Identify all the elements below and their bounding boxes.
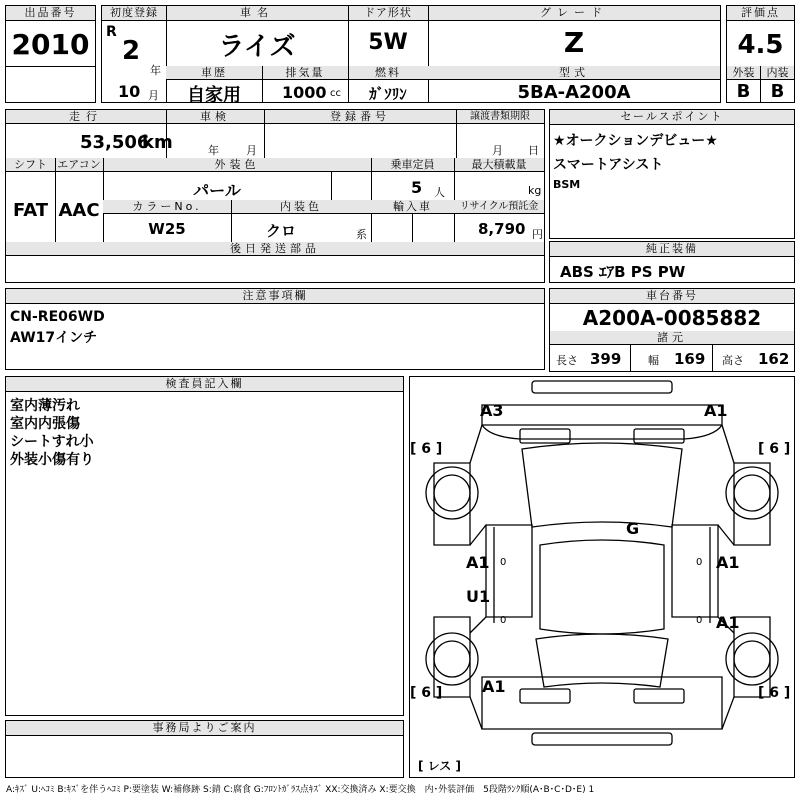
year-value: 2: [122, 36, 141, 66]
color-label: 外装色: [214, 158, 260, 171]
mark-right-front-door: A1: [716, 553, 740, 572]
fuel-value: ｶﾞｿﾘﾝ: [369, 85, 407, 103]
notes-line-1: CN-RE06WD: [10, 309, 105, 325]
svg-text:0: 0: [500, 615, 507, 626]
mark-windshield: G: [626, 519, 640, 538]
door-value: 5W: [368, 30, 408, 55]
width-value: 169: [674, 350, 706, 368]
model-value: 5BA-A200A: [517, 82, 631, 103]
detail-box: [5, 109, 545, 283]
tire-front-left: [ 6 ]: [410, 441, 443, 457]
intcolor-label: 内装色: [280, 200, 322, 213]
grade-label: グレード: [540, 6, 608, 19]
colorno-label: カラーNo.: [132, 200, 202, 213]
name-label: 車名: [240, 6, 274, 19]
later-label: 後日発送部品: [230, 242, 320, 255]
model-label: 型式: [559, 66, 589, 79]
mark-front-right: A1: [704, 401, 728, 420]
recycle-unit: 円: [532, 228, 543, 241]
displacement-unit: cc: [330, 88, 341, 99]
color-value: パール: [193, 181, 241, 200]
regno-label: 登録番号: [330, 110, 390, 123]
chassis-value: A200A-0085882: [582, 306, 762, 330]
lot-value: 2010: [11, 28, 90, 61]
legend: A:ｷｽﾞ U:ﾍｺﾐ B:ｷｽﾞを伴うﾍｺﾐ P:要塗装 W:補修跡 S:錆 C:腐食 G:ﾌﾛﾝﾄｶﾞﾗｽ点ｷｽﾞ XX:交換済み X:要交換 内･外装評価 5段階ﾗﾝｸ順(A･B･C･D･E) 1: [6, 785, 595, 795]
chassis-label: 車台番号: [550, 289, 794, 304]
notes-label: 注意事項欄: [6, 289, 544, 304]
sales-line-2: スマートアシスト: [553, 157, 664, 173]
intcolor-value: クロ: [265, 222, 296, 240]
equipment-box: [549, 241, 795, 283]
inspector-line-3: シートすれ小: [10, 434, 94, 450]
spare-tire: [ レス ]: [418, 759, 461, 773]
transfer-label: 譲渡書類期限: [470, 111, 530, 122]
door-label: ドア形状: [364, 6, 412, 19]
colorno-value: W25: [148, 220, 186, 238]
grade-value: Z: [563, 26, 585, 59]
tire-front-right: [ 6 ]: [758, 441, 791, 457]
notes-box: [5, 288, 545, 370]
exterior-label: 外装: [732, 66, 755, 79]
height-value: 162: [758, 350, 790, 368]
mileage-value: 53,506: [80, 132, 150, 153]
history-value: 自家用: [187, 85, 241, 106]
exterior-value: B: [736, 81, 751, 102]
displacement-value: 1000: [282, 83, 327, 102]
length-value: 399: [590, 350, 622, 368]
inspector-label: 検査員記入欄: [6, 377, 403, 392]
mileage-unit: km: [142, 132, 173, 153]
transfer-day: 日: [528, 144, 539, 157]
shift-value: FAT: [12, 200, 49, 221]
history-label: 車歴: [201, 66, 227, 79]
capacity-value: 5: [411, 178, 423, 197]
interior-value: B: [770, 81, 785, 102]
svg-text:0: 0: [500, 557, 507, 568]
mark-left-front-door: A1: [466, 553, 490, 572]
name-value: ライズ: [218, 32, 296, 62]
mark-rear-left: A1: [482, 677, 506, 696]
tire-rear-right: [ 6 ]: [758, 685, 791, 701]
car-outline-icon: [410, 377, 794, 777]
sales-label: セールスポイント: [550, 110, 794, 125]
svg-text:0: 0: [696, 615, 703, 626]
load-unit: kg: [528, 184, 542, 197]
spec-label: 諸元: [657, 331, 687, 344]
office-box: [5, 720, 404, 778]
height-label: 高さ: [722, 354, 744, 367]
recycle-value: 8,790: [478, 220, 526, 238]
mark-right-rear-door: A1: [716, 613, 740, 632]
chassis-box: [549, 288, 795, 372]
insp-year-unit: 年: [208, 144, 219, 157]
mileage-label: 走行: [69, 110, 103, 123]
lot-box: [5, 5, 96, 103]
score-value: 4.5: [737, 30, 784, 60]
era-value: R: [106, 24, 117, 40]
vehicle-box: [101, 5, 721, 106]
score-label: 評価点: [727, 6, 794, 21]
length-label: 長さ: [556, 354, 578, 367]
office-label: 事務局よりご案内: [6, 721, 403, 736]
inspector-line-4: 外装小傷有り: [10, 452, 94, 468]
inspector-line-2: 室内内張傷: [10, 416, 80, 432]
recycle-label: リサイクル預託金: [459, 201, 539, 212]
interior-label: 内装: [766, 66, 789, 79]
ac-label: エアコン: [57, 158, 101, 171]
mark-front-left: A3: [480, 401, 504, 420]
notes-line-2: AW17インチ: [10, 330, 98, 346]
sales-line-3: BSM: [553, 178, 581, 191]
capacity-unit: 人: [434, 186, 445, 199]
svg-text:0: 0: [696, 557, 703, 568]
inspector-line-1: 室内薄汚れ: [10, 398, 80, 414]
lot-label: 出品番号: [6, 6, 95, 21]
intcolor-unit: 系: [356, 228, 367, 241]
width-label: 幅: [648, 354, 659, 367]
reg-label: 初度登録: [110, 6, 158, 19]
year-unit: 年: [150, 64, 161, 77]
tire-rear-left: [ 6 ]: [410, 685, 443, 701]
load-label: 最大積載量: [471, 158, 527, 171]
fuel-label: 燃料: [375, 66, 401, 79]
capacity-label: 乗車定員: [390, 158, 435, 171]
import-label: 輸入車: [393, 200, 432, 213]
displacement-label: 排気量: [285, 66, 325, 79]
sales-box: [549, 109, 795, 239]
inspector-box: [5, 376, 404, 716]
sales-line-1: ★オークションデビュー★: [553, 133, 718, 149]
equipment-label: 純正装備: [550, 242, 794, 257]
month-unit: 月: [148, 89, 159, 102]
mark-left-rear-door: U1: [466, 587, 491, 606]
car-diagram: [409, 376, 795, 778]
transfer-month: 月: [492, 144, 503, 157]
inspection-label: 車検: [200, 110, 230, 123]
month-value: 10: [118, 82, 141, 101]
shift-label: シフト: [14, 158, 47, 171]
score-box: [726, 5, 795, 103]
ac-value: AAC: [58, 200, 100, 221]
equipment-value: ABS ｴｱB PS PW: [560, 263, 686, 281]
insp-month-unit: 月: [246, 144, 257, 157]
